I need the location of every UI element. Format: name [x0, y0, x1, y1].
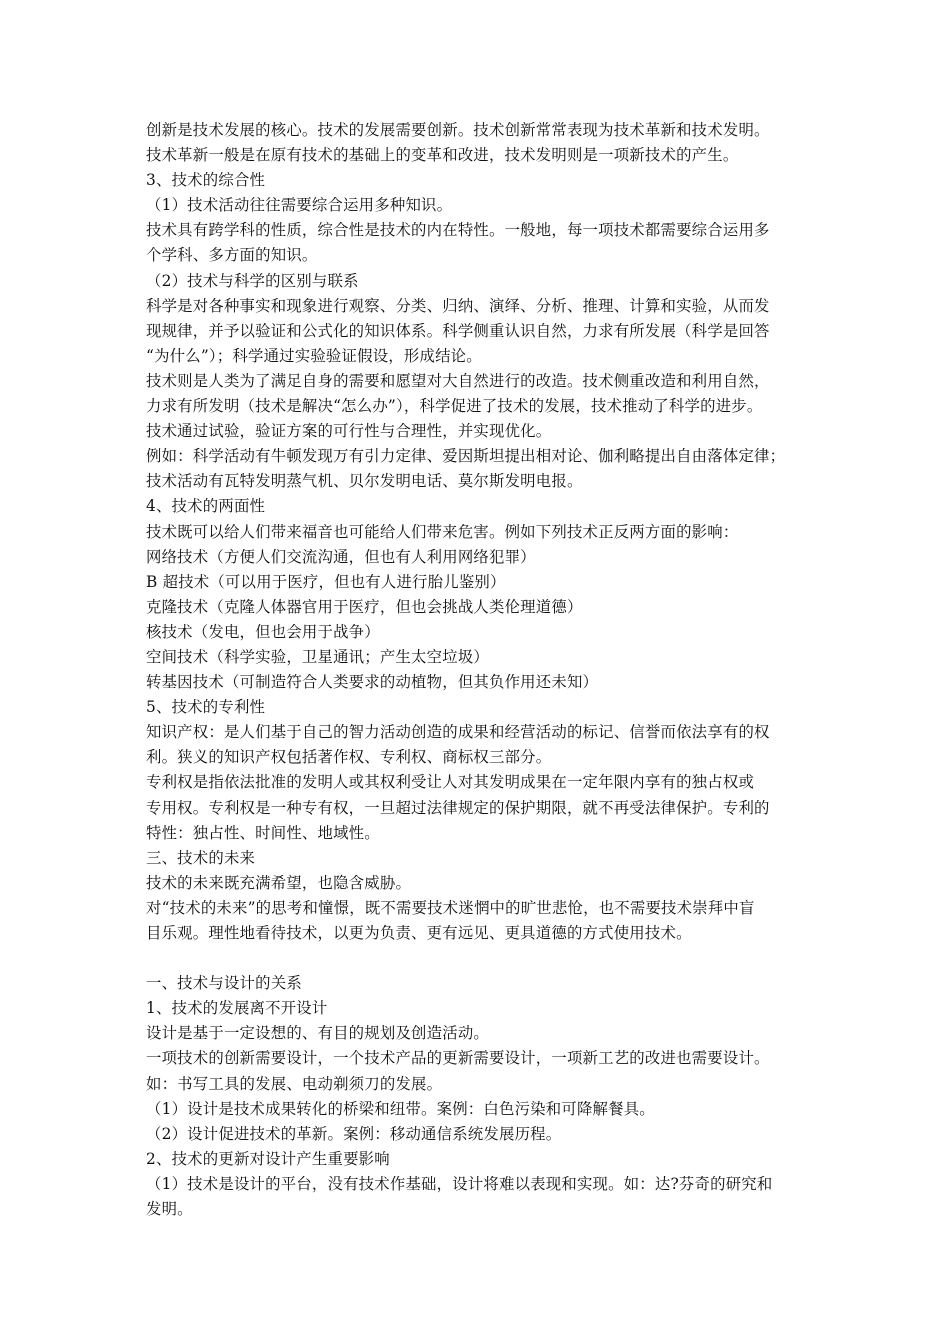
blank-line	[146, 946, 814, 971]
text-line: 发明。	[146, 1200, 193, 1219]
text-line: 专用权。专利权是一种专有权，一旦超过法律规定的保护期限，就不再受法律保护。专利的	[146, 798, 770, 817]
text-line: 3、技术的综合性	[146, 171, 266, 190]
text-line: 转基因技术（可制造符合人类要求的动植物，但其负作用还未知）	[146, 673, 599, 692]
text-line: 目乐观。理性地看待技术，以更为负责、更有远见、更具道德的方式使用技术。	[146, 924, 692, 942]
text-line: 2、技术的更新对设计产生重要影响	[146, 1149, 390, 1168]
text-line: 三、技术的未来	[146, 848, 256, 867]
text-line: 个学科、多方面的知识。	[146, 246, 318, 265]
text-line: 设计是基于一定设想的、有目的规划及创造活动。	[146, 1024, 489, 1043]
text-line: （1）技术是设计的平台，没有技术作基础，设计将难以表现和实现。如：达?芬奇的研究和	[146, 1174, 773, 1193]
text-line: 专利权是指依法批准的发明人或其权利受让人对其发明成果在一定年限内享有的独占权或	[146, 773, 755, 792]
text-line: “为什么”）；科学通过实验验证假设，形成结论。	[146, 346, 482, 365]
text-line: 技术的未来既充满希望，也隐含威胁。	[146, 873, 412, 892]
text-line: 知识产权：是人们基于自己的智力活动创造的成果和经营活动的标记、信誉而依法享有的权	[146, 723, 770, 742]
text-line: 一、技术与设计的关系	[146, 974, 302, 993]
text-line: 核技术（发电，但也会用于战争）	[146, 622, 380, 641]
text-line: 如：书写工具的发展、电动剃须刀的发展。	[146, 1074, 443, 1093]
text-line: 特性：独占性、时间性、地域性。	[146, 823, 380, 842]
text-line: 科学是对各种事实和现象进行观察、分类、归纳、演绎、分析、推理、计算和实验，从而发	[146, 296, 770, 315]
text-line: 技术既可以给人们带来福音也可能给人们带来危害。例如下列技术正反两方面的影响：	[146, 522, 739, 541]
text-line: （1）技术活动往往需要综合运用多种知识。	[146, 196, 453, 215]
text-line: 对“技术的未来”的思考和憧憬，既不需要技术迷惘中的旷世悲怆，也不需要技术崇拜中盲	[146, 898, 755, 917]
text-line: 创新是技术发展的核心。技术的发展需要创新。技术创新常常表现为技术革新和技术发明。	[146, 121, 770, 139]
text-line: （1）设计是技术成果转化的桥梁和纽带。案例：白色污染和可降解餐具。	[146, 1099, 655, 1118]
document-page	[146, 118, 814, 1222]
text-line: 技术则是人类为了满足自身的需要和愿望对大自然进行的改造。技术侧重改造和利用自然，	[146, 371, 770, 390]
text-line: （2）设计促进技术的革新。案例：移动通信系统发展历程。	[146, 1124, 562, 1143]
text-line: 网络技术（方便人们交流沟通，但也有人利用网络犯罪）	[146, 547, 536, 566]
text-line: 力求有所发明（技术是解决“怎么办”），科学促进了技术的发展，技术推动了科学的进步。	[146, 397, 763, 416]
text-line: 技术活动有瓦特发明蒸气机、贝尔发明电话、莫尔斯发明电报。	[146, 472, 583, 491]
text-line: 5、技术的专利性	[146, 698, 266, 717]
text-line: 技术革新一般是在原有技术的基础上的变革和改进，技术发明则是一项新技术的产生。	[146, 146, 739, 165]
text-line: 利。狭义的知识产权包括著作权、专利权、商标权三部分。	[146, 748, 552, 767]
text-line: 空间技术（科学实验，卫星通讯；产生太空垃圾）	[146, 647, 489, 666]
text-line: 4、技术的两面性	[146, 497, 266, 516]
text-line: 一项技术的创新需要设计，一个技术产品的更新需要设计，一项新工艺的改进也需要设计。	[146, 1049, 770, 1068]
text-line: 1、技术的发展离不开设计	[146, 999, 328, 1018]
text-line: 技术通过试验，验证方案的可行性与合理性，并实现优化。	[146, 422, 552, 441]
text-line: （2）技术与科学的区别与联系	[146, 271, 359, 290]
text-line: 技术具有跨学科的性质，综合性是技术的内在特性。一般地，每一项技术都需要综合运用多	[146, 221, 770, 240]
text-line: 例如：科学活动有牛顿发现万有引力定律、爱因斯坦提出相对论、伽利略提出自由落体定律；	[146, 447, 786, 466]
text-line: 现规律，并予以验证和公式化的知识体系。科学侧重认识自然，力求有所发展（科学是回答	[146, 321, 770, 340]
text-line: B 超技术（可以用于医疗，但也有人进行胎儿鉴别）	[146, 572, 506, 591]
text-line: 克隆技术（克隆人体器官用于医疗，但也会挑战人类伦理道德）	[146, 597, 583, 616]
